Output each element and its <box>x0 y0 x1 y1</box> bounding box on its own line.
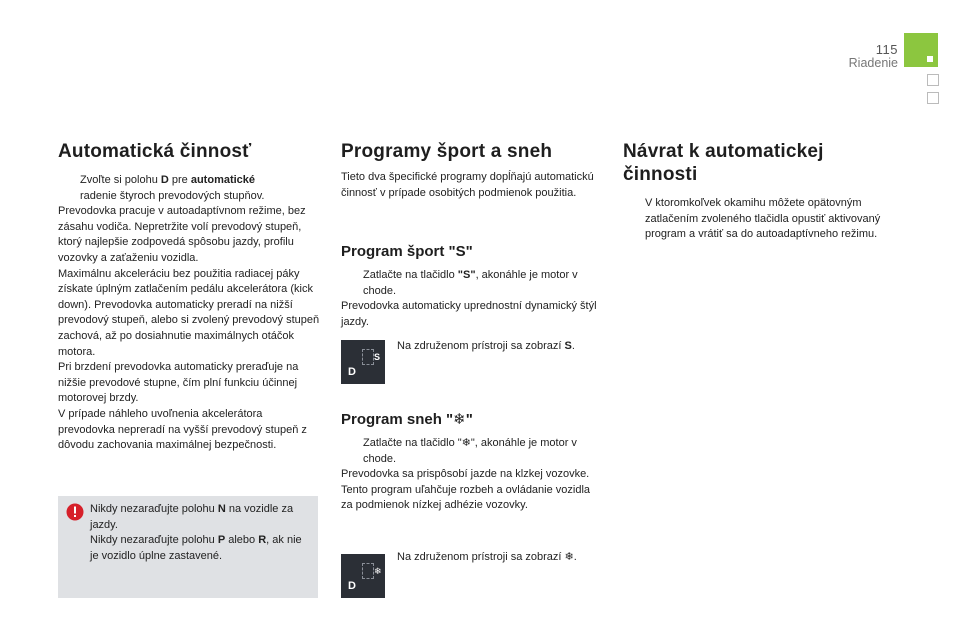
paragraph: V prípade náhleho uvoľnenia akcelerátora prevodovka nepreradí na vyšší prevodový stupeň z dôvodu zachovania maximálnej bezpečnosti. <box>58 407 307 452</box>
warning-fragment: alebo <box>225 534 259 547</box>
instruction-bullet <box>341 268 599 299</box>
instruction-bullet <box>341 436 599 467</box>
column-automatic <box>58 140 320 454</box>
instrument-display-sport <box>341 340 385 384</box>
bullet-text: Zatlačte na tlačidlo "❄", akonáhle je motor v chode. <box>363 437 577 465</box>
paragraph: Pri brzdení prevodovka automaticky preraďuje na nižšie prevodové stupne, čím plní funkciu účinnej motorovej brzdy. <box>58 361 299 405</box>
warning-line <box>90 502 312 533</box>
subsection-title: Program šport "S" <box>341 243 473 260</box>
sport-program <box>341 242 599 330</box>
bullet-text: pre <box>168 174 191 186</box>
chapter-tab-empty <box>927 74 939 86</box>
paragraph: Tento program uľahčuje rozbeh a ovládanie vozidla za podmienok nízkej adhézie vozovky. <box>341 483 591 512</box>
section-title: Programy šport a sneh <box>341 141 553 162</box>
caption-text: Na združenom prístroji sa zobrazí <box>397 340 565 352</box>
warning-text <box>90 502 312 564</box>
gear-d: D <box>160 174 169 186</box>
bullet-emphasis: automatické <box>190 174 256 186</box>
warning-line <box>90 533 312 564</box>
warning-fragment: Nikdy nezaraďujte polohu <box>90 534 218 547</box>
chapter-tab <box>904 33 938 67</box>
snow-program <box>341 410 599 514</box>
button-s-label: "S" <box>457 269 476 281</box>
warning-fragment: , ak nie je vozidlo úplne zastavené. <box>90 534 302 562</box>
paragraph: Prevodovka automaticky uprednostní dynamický štýl jazdy. <box>341 300 597 328</box>
paragraph: Tieto dva špecifické programy dopĺňajú automatickú činnosť v prípade osobitých podmienok použitia. <box>341 171 594 199</box>
display-caption <box>397 339 602 354</box>
display-frame <box>362 349 374 365</box>
warning-fragment: na vozidle za jazdy. <box>90 503 294 531</box>
instrument-display-snow <box>341 554 385 598</box>
paragraph: Prevodovka pracuje v autoadaptívnom režime, bez zásahu vodiča. Nepretržite volí prevodový stupeň, ktorý najlepšie zodpovedá spôsobu jazdy, profilu vozovky a zaťaženiu vozidla. <box>58 205 306 264</box>
gear-indicator: D <box>348 366 356 378</box>
warning-icon <box>66 503 84 521</box>
warning-fragment: Nikdy nezaraďujte polohu <box>90 503 218 515</box>
chapter-tab-marker <box>927 56 933 62</box>
gear-n: N <box>217 503 226 515</box>
page-number: 115 <box>875 42 898 57</box>
column-return <box>623 140 885 243</box>
column-programs <box>341 140 599 201</box>
caption-text: . <box>571 340 575 352</box>
display-caption: Na združenom prístroji sa zobrazí ❄. <box>397 551 577 563</box>
subsection-title: Program sneh "❄" <box>341 411 473 428</box>
bullet-text: Zvoľte si polohu <box>80 174 161 186</box>
section-label: Riadenie <box>848 56 898 70</box>
section-title: Automatická činnosť <box>58 141 252 162</box>
gear-indicator: D <box>348 580 356 592</box>
caption-emphasis: S <box>564 340 572 352</box>
instruction-bullet <box>58 173 320 204</box>
gear-r: R <box>258 534 267 547</box>
paragraph: Maximálnu akceleráciu bez použitia radiacej páky získate úplným zatlačením pedálu akcelerátora (kick down). Prevodovka automaticky preradí na nižší prevodový stupeň, alebo si zvolený prevodový stupeň zachová, až po dosiahnutie maximálnych otáčok motora. <box>58 267 320 358</box>
section-title: Návrat k automatickej činnosti <box>623 141 824 185</box>
gear-p: P <box>217 534 226 547</box>
display-frame <box>362 563 374 579</box>
bullet-text: Zatlačte na tlačidlo <box>363 269 458 281</box>
bullet-text: V ktoromkoľvek okamihu môžete opätovným zatlačením zvoleného tlačidla opustiť aktivovaný program a vrátiť sa do autoadaptívneho režimu. <box>645 197 881 241</box>
paragraph: Prevodovka sa prispôsobí jazde na klzkej vozovke. <box>341 468 590 481</box>
bullet-text: radenie štyroch prevodových stupňov. <box>80 189 265 202</box>
sport-mode-indicator: S <box>374 352 381 362</box>
instruction-bullet <box>623 196 885 243</box>
bullet-text: , akonáhle je motor v chode. <box>363 269 578 297</box>
chapter-tab-empty <box>927 92 939 104</box>
snowflake-icon: ❄ <box>374 566 382 576</box>
